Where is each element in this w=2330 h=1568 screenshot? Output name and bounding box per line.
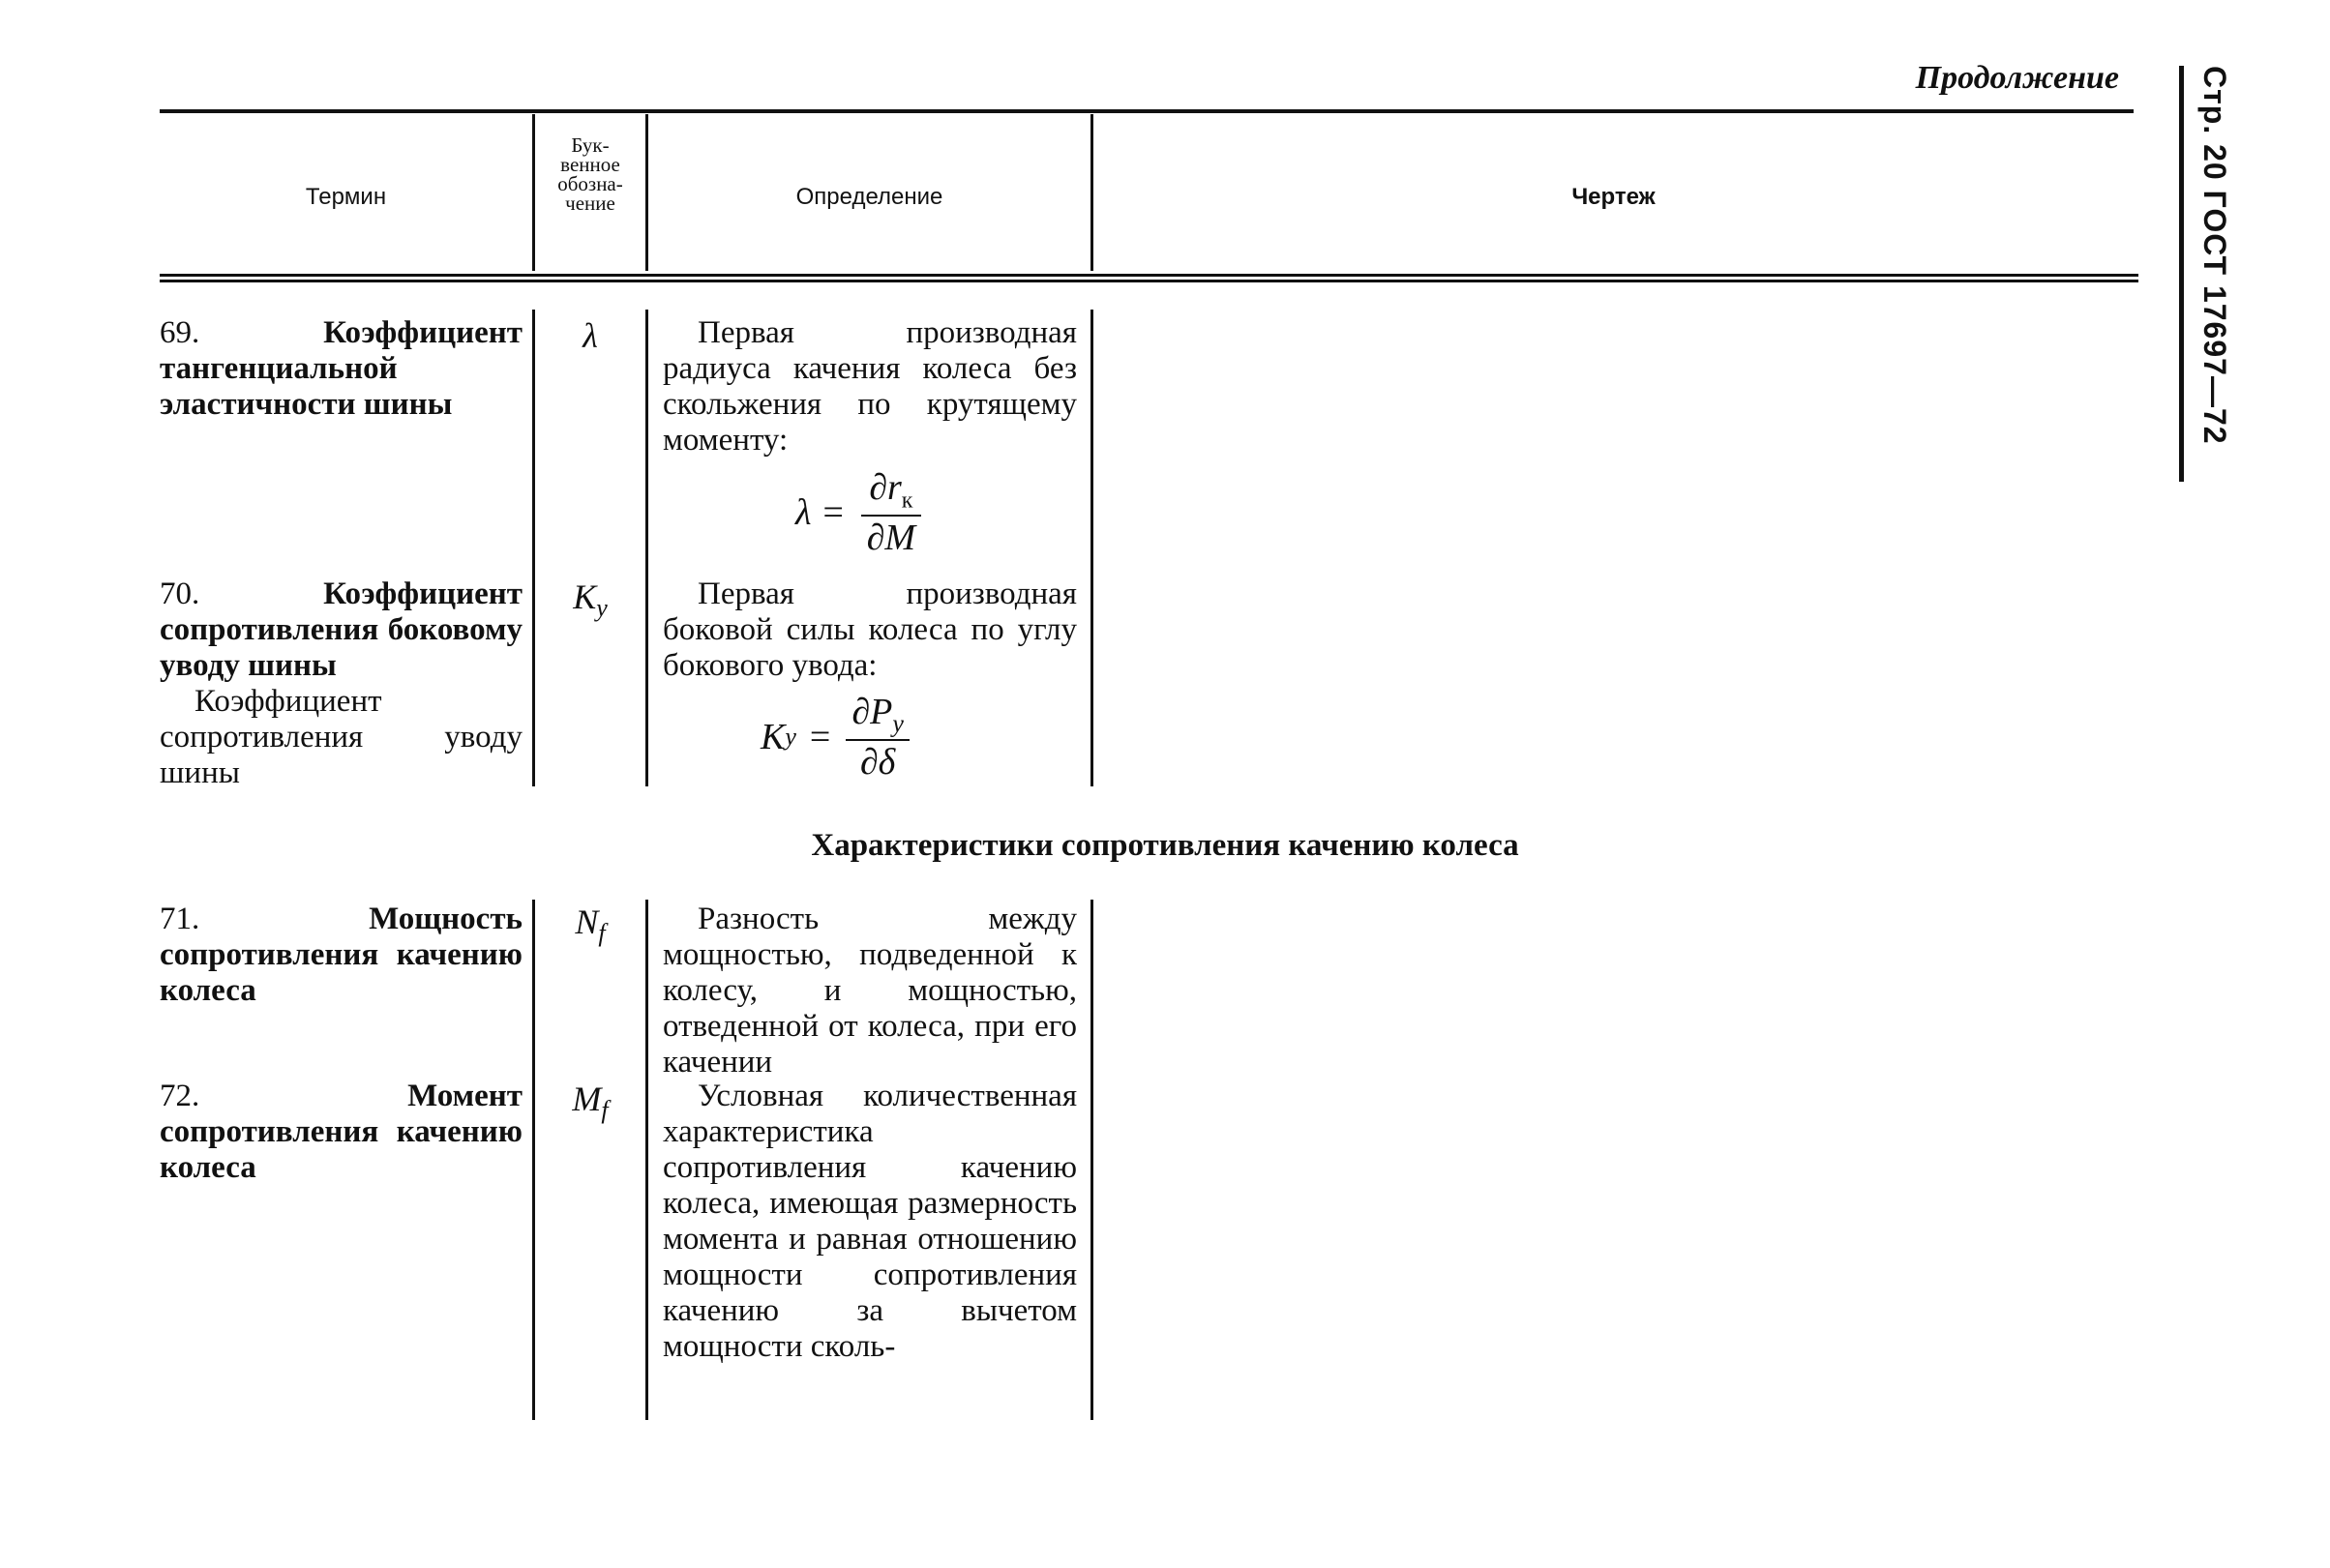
symbol-cell-72: $M_f$	[572, 1080, 609, 1125]
body-divider-1	[532, 310, 535, 786]
body-divider-6	[1090, 900, 1093, 1420]
symbol-cell-71: $N_f$	[575, 902, 606, 948]
side-label-text: Стр. 20 ГОСТ 17697—72	[2197, 66, 2232, 445]
definition-cell-69: Первая производная радиуса качения колеса без скольжения по крутящему моменту:	[663, 315, 1077, 458]
fraction-69: $\frac{\partial r_к}{\partial M}$	[861, 466, 921, 559]
table-top-rule	[160, 109, 2134, 113]
body-divider-2	[645, 310, 648, 786]
term-cell-69: 69. Коэффициент тангенциальной эластичности шины	[160, 315, 523, 422]
section-title: Характеристики сопротивления качению колеса	[811, 828, 1519, 863]
side-label	[2163, 66, 2240, 491]
header-rule-lower	[160, 280, 2138, 282]
formula-70: K y = $\frac{\partial P_y}{\partial\delta}$	[761, 691, 910, 784]
formula-69: λ = $\frac{\partial r_к}{\partial M}$	[795, 466, 921, 559]
body-divider-3	[1090, 310, 1093, 786]
definition-cell-70: Первая производная боковой силы колеса по углу бокового увода:	[663, 577, 1077, 683]
term-cell-72: 72. Момент сопротивления качению колеса	[160, 1079, 523, 1185]
body-divider-5	[645, 900, 648, 1420]
term-cell-70: 70. Коэффициент сопротивления боковому уводу шины Коэффициент сопротивления уводу шины	[160, 577, 523, 790]
synonym-70: Коэффициент сопротивления уводу шины	[160, 684, 523, 790]
symbol-cell-69: λ	[582, 316, 598, 355]
column-header-drawing: Чертеж	[1571, 184, 1656, 210]
continuation-label: Продолжение	[1915, 60, 2119, 96]
definition-cell-71: Разность между мощностью, подведенной к колесу, и мощностью, отведенной от колеса, при его качении	[663, 902, 1077, 1080]
column-header-definition: Определение	[795, 184, 943, 210]
definition-cell-72: Условная количественная характеристика сопротивления качению колеса, имеющая размерность момента и равная отношению мощности сопротивления качению за вычетом мощности сколь-	[663, 1079, 1077, 1364]
column-header-term: Термин	[305, 184, 387, 210]
symbol-cell-70: $K_y$	[573, 577, 608, 623]
column-header-symbol: Бук- венное обозна- чение	[557, 133, 623, 215]
fraction-70: $\frac{\partial P_y}{\partial\delta}$	[846, 691, 910, 784]
header-rule-upper	[160, 274, 2138, 277]
body-divider-4	[532, 900, 535, 1420]
term-cell-71: 71. Мощность сопротивления качению колеса	[160, 902, 523, 1008]
